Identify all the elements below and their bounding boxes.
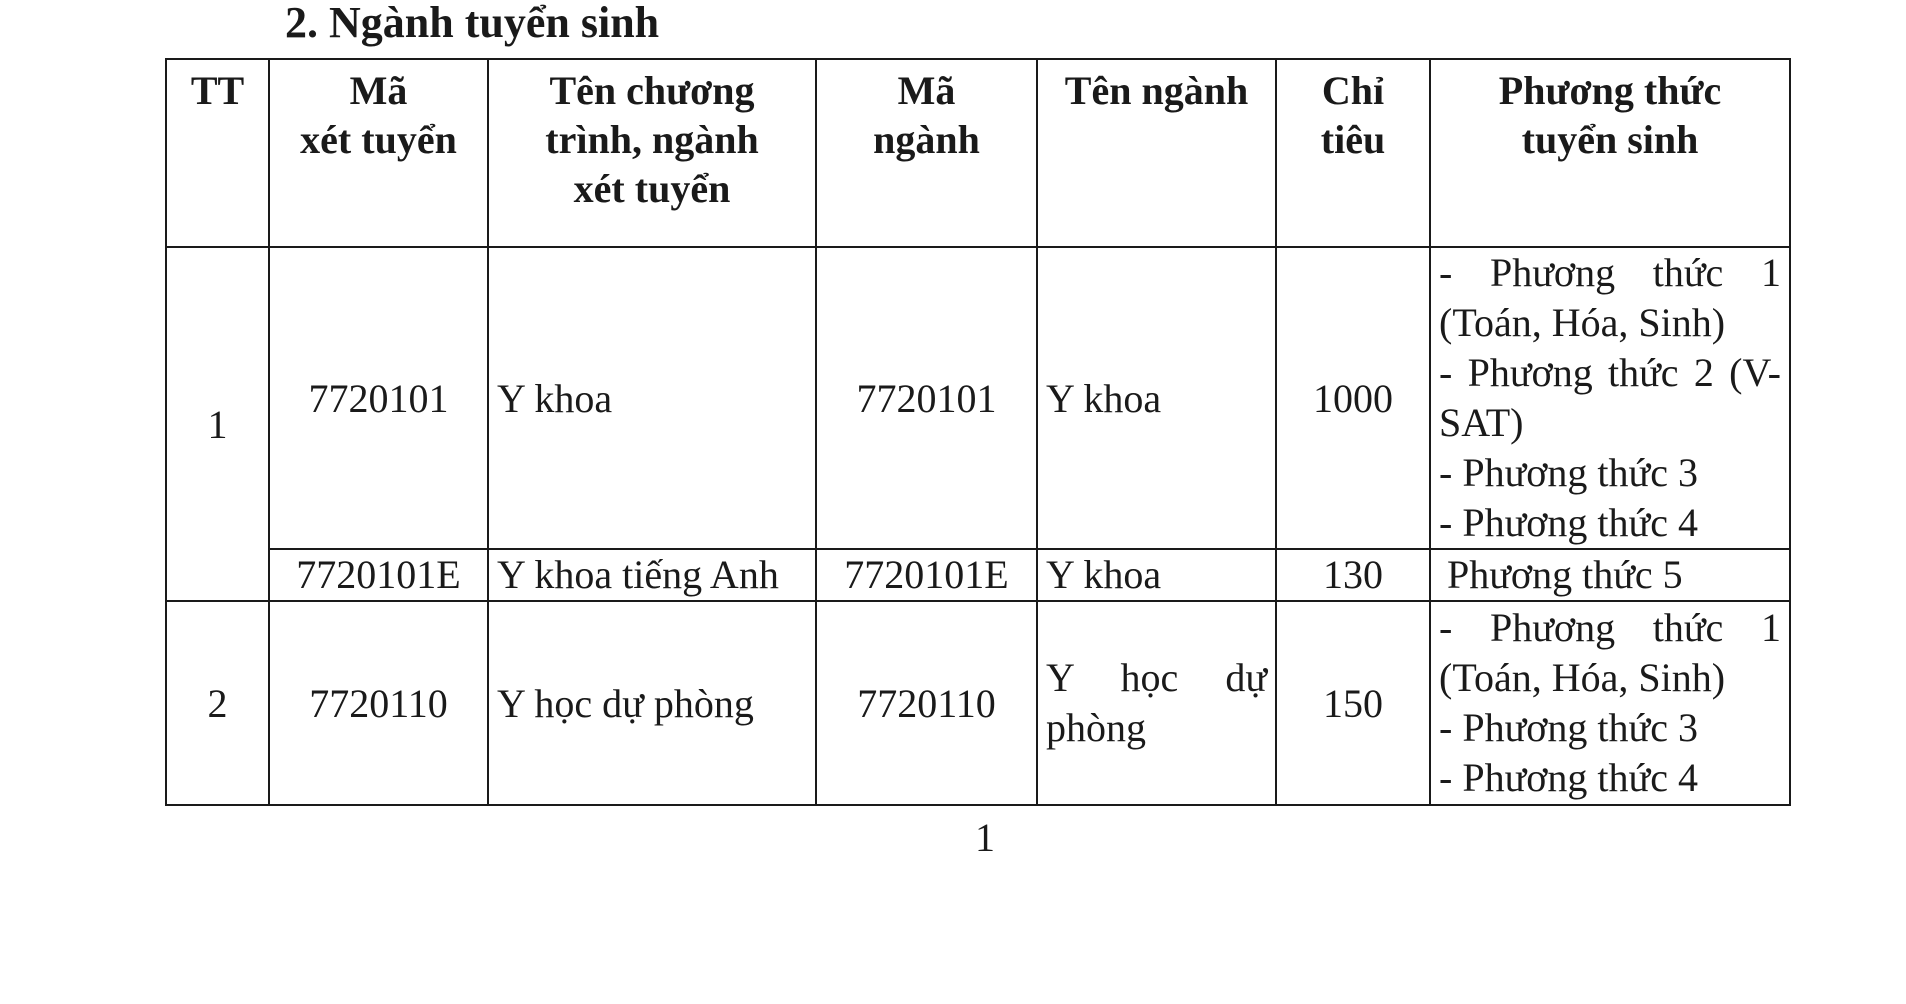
header-ten-chuong-trinh: Tên chương trình, ngành xét tuyển — [488, 59, 816, 247]
method-line: - Phương thức 2 (V-SAT) — [1439, 350, 1781, 445]
cell-ma-xet-tuyen: 7720110 — [269, 601, 488, 805]
section-title: 2. Ngành tuyển sinh — [285, 0, 660, 47]
cell-phuong-thuc — [1430, 247, 1790, 549]
cell-tt: 1 — [166, 247, 269, 601]
header-ma-nganh: Mã ngành — [816, 59, 1037, 247]
cell-ma-xet-tuyen: 7720101E — [269, 549, 488, 601]
cell-ten-nganh: Y khoa — [1037, 247, 1276, 549]
cell-chi-tieu: 1000 — [1276, 247, 1430, 549]
header-ma-xet-tuyen: Mã xét tuyển — [269, 59, 488, 247]
table-row — [166, 247, 1790, 549]
cell-ten-nganh: Y khoa — [1037, 549, 1276, 601]
header-phuong-thuc: Phương thức tuyển sinh — [1430, 59, 1790, 247]
cell-tt: 2 — [166, 601, 269, 805]
header-chi-tieu: Chỉ tiêu — [1276, 59, 1430, 247]
table-row — [166, 549, 1790, 601]
method-line: - Phương thức 1 (Toán, Hóa, Sinh) — [1439, 250, 1781, 345]
cell-chi-tieu: 130 — [1276, 549, 1430, 601]
cell-ten-chuong-trinh: Y khoa tiếng Anh — [488, 549, 816, 601]
page-number: 1 — [975, 815, 995, 860]
method-line: - Phương thức 4 — [1439, 500, 1698, 545]
table-row — [166, 601, 1790, 805]
cell-ten-nganh: Y học dự phòng — [1037, 601, 1276, 805]
table-header-row — [166, 59, 1790, 247]
method-line: - Phương thức 1 (Toán, Hóa, Sinh) — [1439, 605, 1781, 700]
method-line: - Phương thức 4 — [1439, 755, 1698, 800]
cell-ma-xet-tuyen: 7720101 — [269, 247, 488, 549]
method-line: - Phương thức 3 — [1439, 705, 1698, 750]
header-tt: TT — [166, 59, 269, 247]
cell-ten-chuong-trinh: Y học dự phòng — [488, 601, 816, 805]
header-ten-nganh: Tên ngành — [1037, 59, 1276, 247]
cell-ma-nganh: 7720110 — [816, 601, 1037, 805]
cell-ma-nganh: 7720101 — [816, 247, 1037, 549]
method-line: - Phương thức 3 — [1439, 450, 1698, 495]
cell-phuong-thuc — [1430, 601, 1790, 805]
cell-ten-chuong-trinh: Y khoa — [488, 247, 816, 549]
admissions-table — [165, 58, 1791, 806]
cell-phuong-thuc: Phương thức 5 — [1430, 549, 1790, 601]
cell-chi-tieu: 150 — [1276, 601, 1430, 805]
cell-ma-nganh: 7720101E — [816, 549, 1037, 601]
